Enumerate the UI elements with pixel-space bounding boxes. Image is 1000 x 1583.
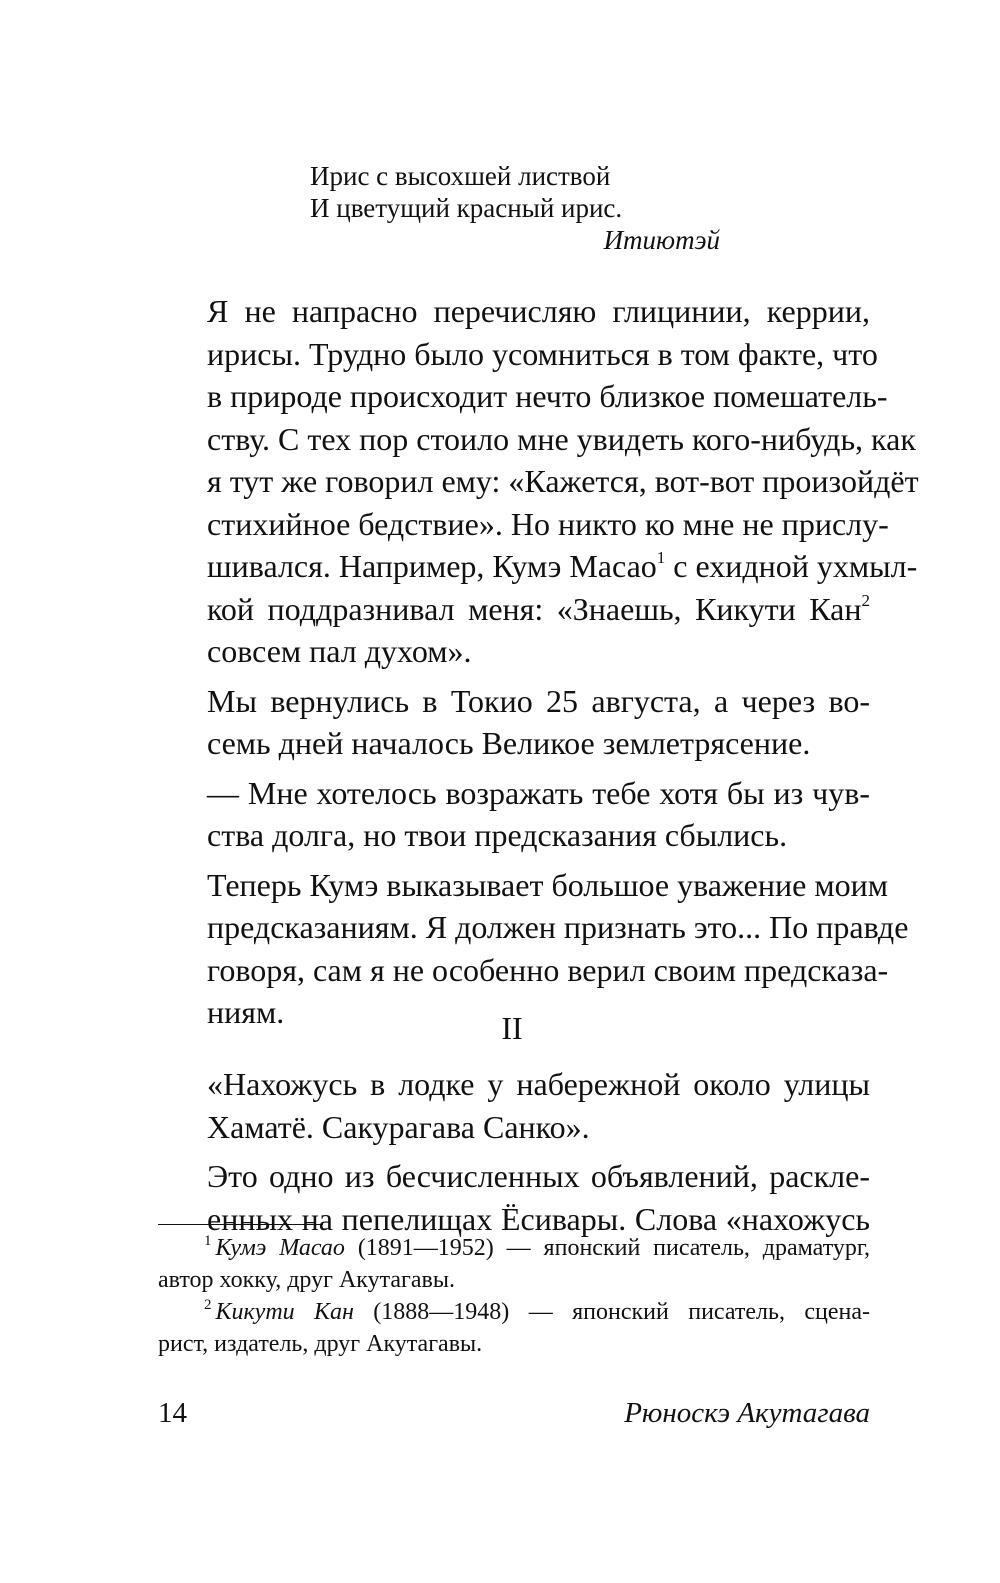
section-2-text <box>158 1063 870 1247</box>
footnote-divider <box>158 1224 323 1225</box>
footnotes <box>158 1232 870 1360</box>
epigraph-line: Ирис с высохшей листвой <box>310 161 611 191</box>
footnote-ref-1[interactable]: 1 <box>656 548 666 567</box>
paragraph: «Нахожусь в лодке у набережной около улицы Хаматё. Сакурагава Санко». <box>207 1066 870 1145</box>
footnote-1: $^1$ Кумэ Масао (1891—1952) — японский писатель, драматург, автор хокку, друг Акутагавы. <box>158 1233 871 1293</box>
epigraph-line: И цветущий красный ирис. <box>310 193 623 223</box>
page-footer <box>158 1397 870 1433</box>
paragraph: Это одно из бесчисленных объявлений, раскле- енных на пепелищах Ёсивары. Слова «нахожусь <box>207 1158 870 1237</box>
footnote-2: $^2$ Кикути Кан (1888—1948) — японский писатель, сцена- рист, издатель, друг Акутагавы. <box>158 1297 870 1357</box>
paragraph: Мы вернулись в Токио 25 августа, а через во- семь дней началось Великое землетрясение. <box>207 682 870 761</box>
epigraph <box>310 160 730 256</box>
epigraph-author: Итиютэй <box>603 225 720 255</box>
page-number: 14 <box>158 1397 187 1429</box>
paragraph: Теперь Кумэ выказывает большое уважение моим предсказаниям. Я должен признать это... По правде говоря, сам я не особенно верил своим предсказа- ниям. <box>207 866 909 1030</box>
paragraph: Я не напрасно перечисляю глицинии, керрии, ирисы. Трудно было усомниться в том факте, что в природе происходит нечто близкое помешатель- ству. С тех пор стоило мне увидеть кого-нибудь, как я тут же говорил ему: «Кажется, вот-вот произойдёт стихийное бедствие». Но никто ко мне не прислу- шивался. Например, Кумэ Масао$^1$ с ехидной ухмыл- кой поддразнивал меня: «Знаешь, Кикути Кан$^2$ совсем пал духом». <box>207 293 919 669</box>
paragraph: — Мне хотелось возражать тебе хотя бы из чув- ства долга, но твои предсказания сбылись. <box>207 774 870 853</box>
running-author: Рюноскэ Акутагава <box>624 1397 870 1429</box>
section-1-text <box>158 290 919 1041</box>
footnote-ref-2[interactable]: 2 <box>861 590 870 610</box>
chapter-heading: II <box>501 1010 523 1046</box>
